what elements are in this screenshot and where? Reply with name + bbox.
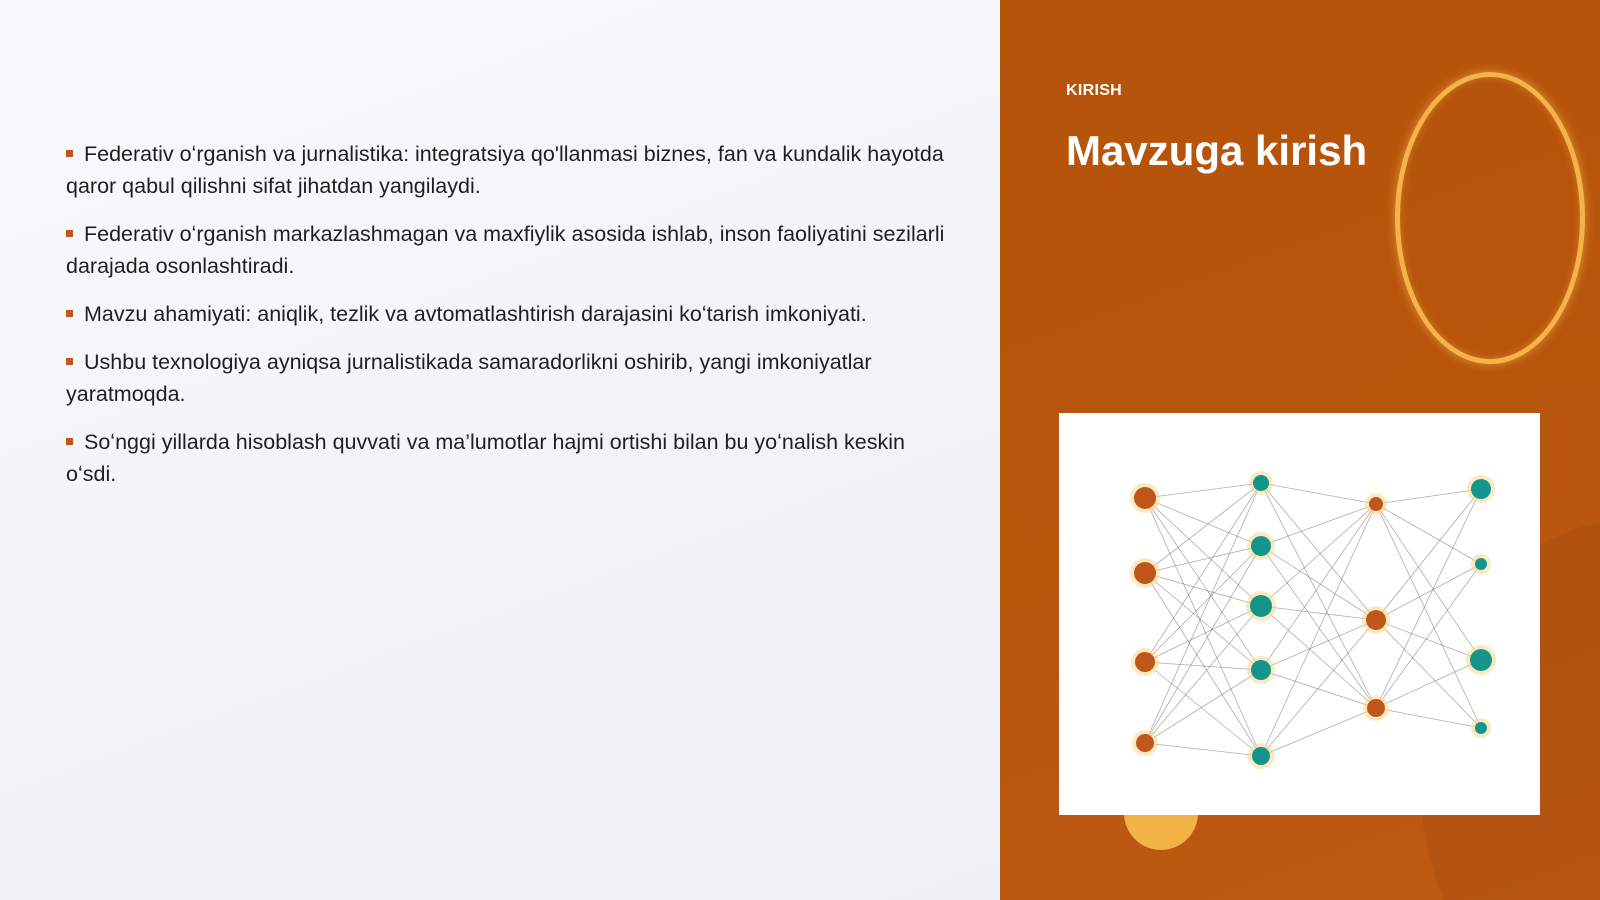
network-connection	[1376, 504, 1481, 728]
network-connection	[1376, 489, 1481, 504]
bullet-item	[66, 218, 946, 282]
bullet-marker-icon	[66, 438, 73, 445]
section-label: KIRISH	[1066, 82, 1123, 99]
bullet-item	[66, 426, 946, 490]
network-connection	[1145, 483, 1261, 498]
bullet-item	[66, 138, 946, 202]
neural-network-illustration	[1059, 413, 1540, 815]
bullet-marker-icon	[66, 150, 73, 157]
bullet-text: Federativ oʻrganish markazlashmagan va maxfiylik asosida ishlab, inson faoliyatini sezilarli darajada osonlashtiradi.	[66, 222, 945, 278]
bullet-marker-icon	[66, 310, 73, 317]
network-node	[1475, 722, 1487, 734]
bullet-marker-icon	[66, 358, 73, 365]
network-connection	[1261, 708, 1376, 756]
bullet-list	[66, 138, 946, 506]
network-connection	[1261, 670, 1376, 708]
network-node	[1367, 699, 1385, 717]
network-node	[1470, 649, 1492, 671]
bullet-text: Ushbu texnologiya ayniqsa jurnalistikada samaradorlikni oshirib, yangi imkoniyatlar yaratmoqda.	[66, 350, 872, 406]
network-node	[1251, 660, 1271, 680]
network-node	[1251, 536, 1271, 556]
network-connection	[1145, 743, 1261, 756]
network-connection	[1145, 573, 1261, 756]
network-connection	[1261, 504, 1376, 546]
bullet-marker-icon	[66, 230, 73, 237]
network-connection	[1376, 489, 1481, 708]
network-connection	[1261, 546, 1376, 620]
network-node	[1369, 497, 1383, 511]
title-panel	[1000, 0, 1600, 900]
network-connection	[1376, 620, 1481, 660]
network-connection	[1261, 504, 1376, 756]
bullet-text: Mavzu ahamiyati: aniqlik, tezlik va avtomatlashtirish darajasini koʻtarish imkoniyati.	[84, 302, 867, 326]
network-connection	[1261, 483, 1376, 620]
network-connection	[1145, 662, 1261, 756]
network-connection	[1145, 670, 1261, 743]
network-connection	[1261, 504, 1376, 606]
network-node	[1471, 479, 1491, 499]
network-connection	[1261, 483, 1376, 504]
network-connection	[1261, 606, 1376, 708]
bullet-text: Federativ oʻrganish va jurnalistika: integratsiya qo'llanmasi biznes, fan va kundalik hayotda qaror qabul qilishni sifat jihatdan yangilaydi.	[66, 142, 944, 198]
slide-title: Mavzuga kirish	[1066, 127, 1368, 174]
network-connection	[1376, 489, 1481, 620]
network-connection	[1261, 620, 1376, 756]
network-node	[1475, 558, 1487, 570]
network-connection	[1376, 660, 1481, 708]
network-connection	[1261, 606, 1376, 620]
network-node	[1135, 652, 1155, 672]
network-connection	[1145, 606, 1261, 662]
bullet-item	[66, 298, 946, 330]
decorative-ring	[1395, 72, 1585, 364]
network-node	[1250, 595, 1272, 617]
network-node	[1253, 475, 1269, 491]
network-node	[1134, 562, 1156, 584]
network-connection	[1145, 662, 1261, 670]
bullet-text: Soʻnggi yillarda hisoblash quvvati va ma’lumotlar hajmi ortishi bilan bu yoʻnalish keskin oʻsdi.	[66, 430, 905, 486]
network-connection	[1261, 546, 1376, 708]
network-connection	[1261, 483, 1376, 708]
network-node	[1136, 734, 1154, 752]
network-node	[1252, 747, 1270, 765]
bullet-item	[66, 346, 946, 410]
network-connection	[1376, 564, 1481, 620]
network-node	[1366, 610, 1386, 630]
network-node	[1134, 487, 1156, 509]
network-connection	[1376, 708, 1481, 728]
network-connection	[1145, 483, 1261, 662]
neural-network-image	[1059, 413, 1540, 815]
network-connection	[1145, 573, 1261, 670]
